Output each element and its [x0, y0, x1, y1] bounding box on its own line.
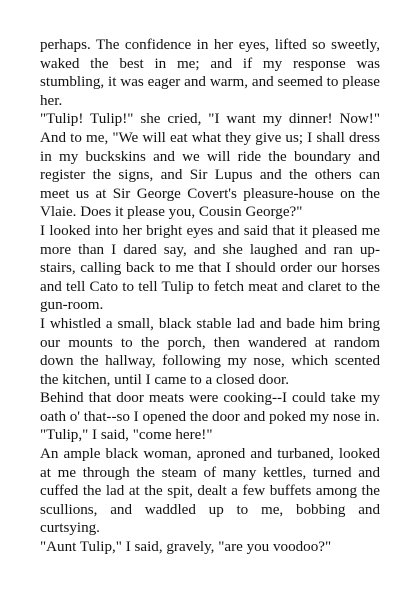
paragraph-7: An ample black woman, aproned and turbaned, looked at me through the steam of many kettles, turned and cuffed the lad at the spit, dealt a few buffets among the scullions, and waddled up to me, bobbing and curtsying.: [40, 446, 380, 537]
paragraph-5: Behind that door meats were cooking--I could take my oath o' that--so I opened the door and poked my nose in.: [40, 390, 380, 425]
paragraph-1: perhaps. The confidence in her eyes, lifted so sweetly, waked the best in me; and if my response was stumbling, it was eager and warm, and seemed to please her.: [40, 37, 380, 109]
paragraph-2: "Tulip! Tulip!" she cried, "I want my dinner! Now!" And to me, "We will eat what they give us; I shall dress in my buckskins and we will ride the boundary and register the signs, and Sir Lupus and the others can meet us at Sir George Covert's pleasure-house on the Vlaie. Does it please you, Cousin George?": [40, 111, 380, 221]
paragraph-8: "Aunt Tulip," I said, gravely, "are you voodoo?": [40, 539, 332, 556]
book-page-text: [40, 36, 380, 557]
paragraph-6: "Tulip," I said, "come here!": [40, 427, 213, 444]
paragraph-3: I looked into her bright eyes and said that it pleased me more than I dared say, and she laughed and ran up-stairs, calling back to me that I should order our horses and tell Cato to tell Tulip to fetch meat and claret to the gun-room.: [40, 222, 380, 314]
paragraph-4: I whistled a small, black stable lad and bade him bring our mounts to the porch, then wandered at random down the hallway, following my nose, which scented the kitchen, until I came to a closed door.: [40, 315, 380, 388]
